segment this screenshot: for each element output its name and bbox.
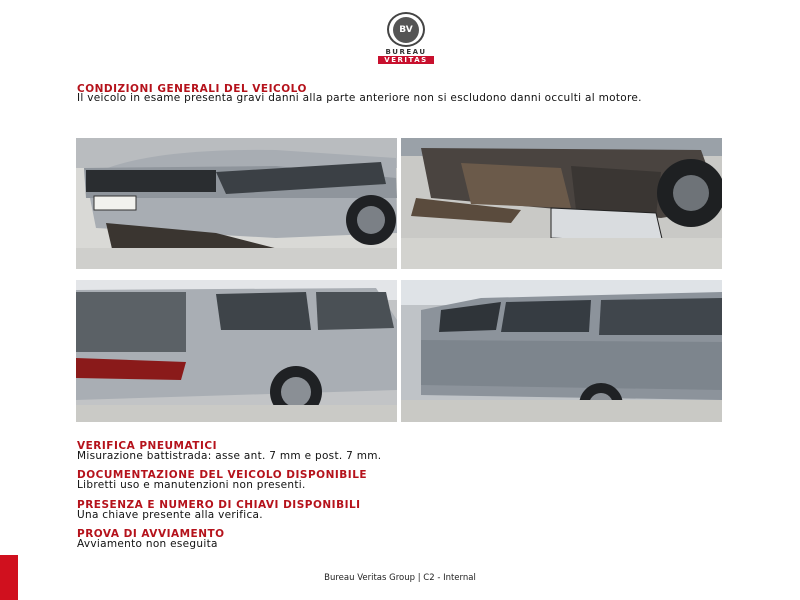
documents-text: Libretti uso e manutenzioni non presenti. — [77, 479, 306, 491]
page-footer: Bureau Veritas Group | C2 - Internal — [324, 573, 476, 583]
red-corner-bar — [0, 555, 18, 600]
logo-seal-text: BV — [393, 17, 419, 43]
logo-word-top: BUREAU — [385, 48, 427, 56]
photo-right-side — [401, 280, 722, 422]
tyres-text: Misurazione battistrada: asse ant. 7 mm e post. 7 mm. — [77, 450, 382, 462]
logo-word-bottom: VERITAS — [378, 56, 433, 64]
keys-title: PRESENZA E NUMERO DI CHIAVI DISPONIBILI — [77, 499, 361, 511]
keys-text: Una chiave presente alla verifica. — [77, 509, 263, 521]
bureau-veritas-logo — [368, 12, 444, 64]
start-test-title: PROVA DI AVVIAMENTO — [77, 528, 225, 540]
general-condition-text: Il veicolo in esame presenta gravi danni alla parte anteriore non si escludono danni occulti al motore. — [77, 92, 642, 104]
photo-front-left-damage — [76, 138, 397, 269]
tyres-title: VERIFICA PNEUMATICI — [77, 440, 217, 452]
logo-seal-icon — [387, 12, 425, 47]
documents-title: DOCUMENTAZIONE DEL VEICOLO DISPONIBILE — [77, 469, 368, 481]
photo-front-engine-damage — [401, 138, 722, 269]
photo-rear-left-side — [76, 280, 397, 422]
start-test-text: Avviamento non eseguita — [77, 538, 218, 550]
general-condition-title: CONDIZIONI GENERALI DEL VEICOLO — [77, 83, 307, 95]
